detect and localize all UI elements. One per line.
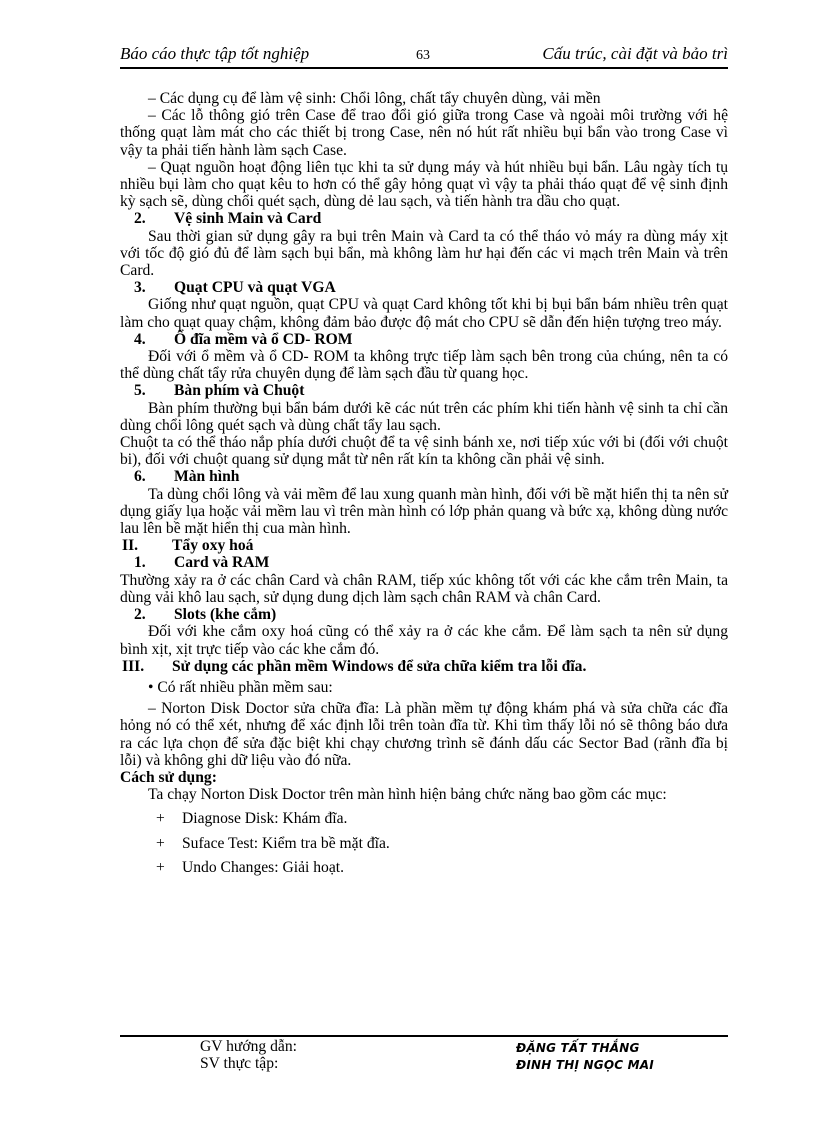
document-body [120, 90, 728, 876]
section-heading [120, 382, 728, 399]
section-heading [120, 468, 728, 485]
footer-names [516, 1040, 654, 1074]
bullet-item: • Có rất nhiều phần mềm sau: [148, 678, 333, 696]
supervisor-name: ĐẶNG TẤT THẮNG [516, 1041, 640, 1055]
plus-sign: + [156, 858, 165, 876]
paragraph: – Các lỗ thông gió trên Case để trao đổi gió giữa trong Case và ngoài môi trường với hệ thống quạt làm mát cho các thiết bị trong Case, nên nó hút rất nhiều bụi bẩn vào trong Case vì vậy ta phải tiến hành làm sạch Case. [120, 107, 728, 159]
section-title: Vệ sinh Main và Card [174, 210, 322, 228]
paragraph: – Norton Disk Doctor sửa chữa đĩa: Là phần mềm tự động khám phá và sửa chữa các đĩa hỏng nó có thể xét, nhưng để xác định lỗi trên toàn đĩa từ. Khi tìm thấy lỗi nó sẽ thông báo dưa ra các lựa chọn để sửa đặc biệt khi chạy chương trình sẽ đánh dấu các Sector Bad (rãnh đĩa bị lỗi) và không ghi dữ liệu vào đó nữa. [120, 700, 728, 769]
list-item [120, 835, 728, 852]
section-number: 5. [134, 382, 146, 400]
plus-sign: + [156, 810, 165, 828]
list-item-text: Suface Test: Kiểm tra bề mặt đĩa. [182, 834, 390, 852]
paragraph: Sau thời gian sử dụng gây ra bụi trên Main và Card ta có thể tháo vỏ máy ra dùng máy xịt với tốc độ gió đủ để làm sạch bụi bẩn, mà không làm hư hại đến các vi mạch trên Main và trên Card. [120, 227, 728, 280]
section-title: Màn hình [174, 468, 240, 486]
paragraph: Bàn phím thường bụi bẩn bám dưới kẽ các nút trên các phím khi tiến hành vệ sinh ta chỉ cần dùng chổi lông quét sạch và dùng chất tẩy lau sạch. [120, 399, 728, 434]
chapter-title: Sử dụng các phần mềm Windows để sửa chữa kiểm tra lỗi đĩa. [172, 657, 587, 675]
list-item-text: Diagnose Disk: Khám đĩa. [182, 810, 348, 828]
header-rule [120, 67, 728, 69]
chapter-number: II. [122, 537, 139, 555]
chapter-heading [120, 658, 728, 675]
section-title: Slots (khe cắm) [174, 606, 277, 624]
chapter-number: III. [122, 657, 145, 675]
section-heading [120, 606, 728, 623]
paragraph: Đối với ổ mềm và ổ CD- ROM ta không trực tiếp làm sạch bên trong của chúng, nên ta có thể dùng chất tẩy rửa chuyên dụng để làm sạch đầu từ quang học. [120, 348, 728, 383]
header-report-title: Báo cáo thực tập tốt nghiệp [120, 44, 310, 63]
section-title: Bàn phím và Chuột [174, 382, 305, 400]
plus-sign: + [156, 834, 165, 852]
paragraph: Ta chạy Norton Disk Doctor trên màn hình hiện bảng chức năng bao gồm các mục: [148, 786, 667, 804]
list-item [120, 859, 728, 876]
page-header [120, 44, 728, 66]
supervisor-label: GV hướng dẫn: [200, 1038, 297, 1055]
section-number: 2. [134, 210, 146, 228]
usage-heading: Cách sử dụng: [120, 768, 217, 786]
section-number: 1. [134, 554, 146, 572]
paragraph: Thường xảy ra ở các chân Card và chân RAM, tiếp xúc không tốt với các khe cắm trên Main, ta dùng vải khô lau sạch, sử dụng dung dịch làm sạch chân RAM và chân Card. [120, 571, 728, 606]
paragraph: – Các dụng cụ để làm vệ sinh: Chổi lông, chất tẩy chuyên dùng, vải mền [148, 90, 601, 107]
paragraph: Ta dùng chổi lông và vải mềm để lau xung quanh màn hình, đối với bề mặt hiển thị ta nên sử dụng giấy lụa hoặc vải mềm lau vì trên màn hình có lớp phản quang và bức xạ, không dùng nước lau lên bề mặt hiển thị cua màn hình. [120, 485, 728, 538]
chapter-heading [120, 537, 728, 554]
list-item [120, 810, 728, 827]
footer-rule [120, 1035, 728, 1037]
section-number: 4. [134, 330, 146, 348]
list-item-text: Undo Changes: Giải hoạt. [182, 858, 344, 876]
section-heading [120, 331, 728, 348]
paragraph: Giống như quạt nguồn, quạt CPU và quạt Card không tốt khi bị bụi bẩn bám nhiều trên quạt làm cho quạt quay chậm, không đảm bảo được độ mát cho CPU sẽ dẫn đến hiện tượng treo máy. [120, 296, 728, 331]
section-number: 3. [134, 279, 146, 297]
header-chapter-title: Cấu trúc, cài đặt và bảo trì [542, 44, 728, 63]
section-title: Card và RAM [174, 554, 270, 572]
page-number: 63 [416, 48, 430, 63]
section-number: 6. [134, 468, 146, 486]
footer-labels [200, 1038, 297, 1072]
section-number: 2. [134, 606, 146, 624]
paragraph: – Quạt nguồn hoạt động liên tục khi ta sử dụng máy và hút nhiều bụi bẩn. Lâu ngày tích tụ nhiều bụi làm cho quạt kêu to hơn có thể gây hỏng quạt vì vậy ta phải tháo quạt để vệ sinh định kỳ sạch sẽ, dùng chổi quét sạch, dùng dẻ lau sạch, và tiến hành tra dầu cho quạt. [120, 158, 728, 211]
section-heading [120, 554, 728, 571]
paragraph: Chuột ta có thể tháo nắp phía dưới chuột để ta vệ sinh bánh xe, nơi tiếp xúc với bi (đối với chuột bi), đối với chuột quang sử dụng mắt từ nên rất kín ta không cần phải vệ sinh. [120, 434, 728, 469]
section-heading [120, 210, 728, 227]
section-heading [120, 279, 728, 296]
student-label: SV thực tập: [200, 1055, 279, 1072]
section-title: Ổ đĩa mềm và ổ CD- ROM [174, 330, 353, 348]
student-name: ĐINH THỊ NGỌC MAI [516, 1058, 654, 1072]
section-title: Quạt CPU và quạt VGA [174, 279, 336, 297]
paragraph: Đối với khe cắm oxy hoá cũng có thể xảy ra ở các khe cắm. Để làm sạch ta nên sử dụng bình xịt, xịt trực tiếp vào các khe cắm đó. [120, 623, 728, 658]
chapter-title: Tẩy oxy hoá [172, 537, 254, 555]
